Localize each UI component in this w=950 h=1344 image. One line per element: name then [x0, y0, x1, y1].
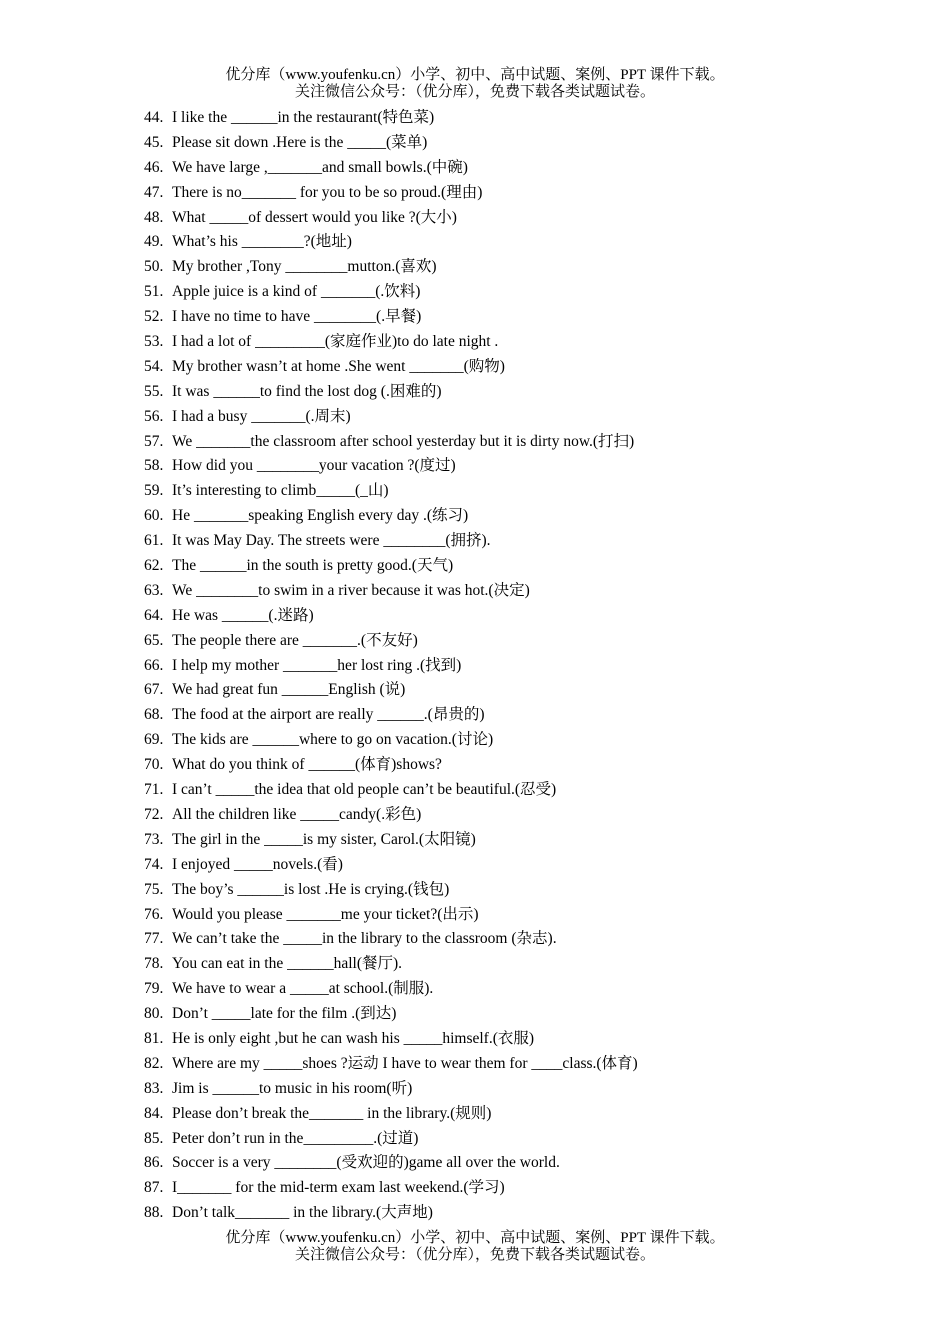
question-item: [144, 1127, 844, 1152]
page-footer: [0, 1230, 950, 1264]
header-line-2: 关注微信公众号：（优分库），免费下载各类试题试卷。: [294, 84, 655, 100]
question-text: How did you ________your vacation ?(度过): [172, 457, 456, 475]
question-item: [144, 1176, 844, 1201]
question-text: The people there are _______.(不友好): [172, 631, 418, 649]
question-item: [144, 454, 844, 479]
question-number: 72.: [144, 805, 164, 823]
question-text: My brother ,Tony ________mutton.(喜欢): [172, 258, 437, 276]
question-item: [144, 828, 844, 853]
question-item: [144, 230, 844, 255]
question-item: [144, 1077, 844, 1102]
question-number: 66.: [144, 656, 164, 674]
question-number: 80.: [144, 1005, 164, 1023]
page-header: [0, 67, 950, 101]
question-item: [144, 106, 844, 131]
question-text: The girl in the _____is my sister, Carol.(太阳镜): [172, 830, 476, 848]
question-number: 56.: [144, 407, 164, 425]
question-text: Don’t _____late for the film .(到达): [172, 1005, 397, 1023]
question-item: [144, 629, 844, 654]
question-text: What do you think of ______(体育)shows?: [172, 756, 442, 774]
question-text: He is only eight ,but he can wash his _____himself.(衣服): [172, 1029, 535, 1047]
question-item: [144, 952, 844, 977]
question-item: [144, 280, 844, 305]
question-item: [144, 380, 844, 405]
question-text: I can’t _____the idea that old people can’t be beautiful.(忍受): [172, 781, 557, 799]
question-text: Peter don’t run in the_________.(过道): [172, 1129, 419, 1147]
question-item: [144, 206, 844, 231]
question-number: 71.: [144, 781, 164, 799]
question-number: 65.: [144, 631, 164, 649]
footer-line-2: 关注微信公众号：（优分库），免费下载各类试题试卷。: [294, 1247, 655, 1263]
question-text: I have no time to have ________(.早餐): [172, 308, 422, 326]
question-number: 48.: [144, 208, 164, 226]
question-item: [144, 604, 844, 629]
question-text: He _______speaking English every day .(练习): [172, 507, 469, 525]
question-item: [144, 853, 844, 878]
question-number: 86.: [144, 1154, 164, 1172]
question-number: 61.: [144, 532, 164, 550]
question-item: [144, 255, 844, 280]
question-text: I enjoyed _____novels.(看): [172, 855, 343, 873]
question-item: [144, 878, 844, 903]
question-text: I like the ______in the restaurant(特色菜): [172, 109, 435, 126]
question-item: [144, 753, 844, 778]
question-item: [144, 330, 844, 355]
question-item: [144, 529, 844, 554]
question-text: My brother wasn’t at home .She went _______(购物): [172, 357, 505, 375]
question-number: 53.: [144, 333, 164, 351]
question-item: [144, 1027, 844, 1052]
question-number: 44.: [144, 109, 164, 126]
question-item: [144, 977, 844, 1002]
question-text: You can eat in the ______hall(餐厅).: [172, 955, 403, 973]
question-number: 73.: [144, 830, 164, 848]
question-text: The boy’s ______is lost .He is crying.(钱包): [172, 880, 450, 898]
question-number: 77.: [144, 930, 164, 948]
question-number: 83.: [144, 1079, 164, 1097]
question-text: I help my mother _______her lost ring .(找到): [172, 656, 462, 674]
question-text: It’s interesting to climb_____(_山): [172, 482, 389, 500]
question-number: 67.: [144, 681, 164, 699]
question-item: [144, 1002, 844, 1027]
question-number: 81.: [144, 1029, 164, 1047]
question-text: I had a lot of _________(家庭作业)to do late night .: [172, 333, 499, 351]
question-number: 49.: [144, 233, 164, 251]
question-item: [144, 405, 844, 430]
question-text: What _____of dessert would you like ?(大小): [172, 208, 457, 226]
question-number: 69.: [144, 731, 164, 749]
question-number: 51.: [144, 283, 164, 301]
question-item: [144, 479, 844, 504]
question-text: We _______the classroom after school yesterday but it is dirty now.(打扫): [172, 432, 635, 450]
question-item: [144, 678, 844, 703]
question-text: It was May Day. The streets were ________(拥挤).: [172, 532, 491, 550]
question-number: 78.: [144, 955, 164, 973]
question-item: [144, 1102, 844, 1127]
question-text: The food at the airport are really ______.(昂贵的): [172, 706, 485, 724]
question-item: [144, 131, 844, 156]
question-text: There is no_______ for you to be so proud.(理由): [172, 183, 483, 201]
question-text: I_______ for the mid-term exam last weekend.(学习): [172, 1179, 505, 1197]
question-text: All the children like _____candy(.彩色): [172, 805, 422, 823]
question-text: Soccer is a very ________(受欢迎的)game all over the world.: [172, 1154, 560, 1172]
question-item: [144, 504, 844, 529]
question-text: What’s his ________?(地址): [172, 233, 352, 251]
question-number: 70.: [144, 756, 164, 774]
question-text: Apple juice is a kind of _______(.饮料): [172, 283, 421, 301]
question-text: It was ______to find the lost dog (.困难的): [172, 382, 442, 400]
question-text: He was ______(.迷路): [172, 606, 314, 624]
question-number: 60.: [144, 507, 164, 525]
question-item: [144, 1052, 844, 1077]
question-number: 74.: [144, 855, 164, 873]
question-number: 47.: [144, 183, 164, 201]
question-item: [144, 903, 844, 928]
question-number: 52.: [144, 308, 164, 326]
question-number: 54.: [144, 357, 164, 375]
question-number: 55.: [144, 382, 164, 400]
question-number: 82.: [144, 1054, 164, 1072]
question-text: We ________to swim in a river because it was hot.(决定): [172, 581, 530, 599]
question-item: [144, 1151, 844, 1176]
question-number: 58.: [144, 457, 164, 475]
header-line-1: 优分库（www.youfenku.cn）小学、初中、高中试题、案例、PPT 课件下载。: [225, 67, 725, 83]
question-item: [144, 430, 844, 455]
question-item: [144, 305, 844, 330]
question-text: I had a busy _______(.周末): [172, 407, 351, 425]
question-number: 79.: [144, 980, 164, 998]
question-number: 64.: [144, 606, 164, 624]
question-number: 75.: [144, 880, 164, 898]
question-number: 85.: [144, 1129, 164, 1147]
question-item: [144, 778, 844, 803]
question-number: 45.: [144, 133, 164, 151]
question-text: The ______in the south is pretty good.(天气): [172, 557, 454, 575]
question-text: We have to wear a _____at school.(制服).: [172, 980, 434, 998]
question-item: [144, 355, 844, 380]
question-item: [144, 728, 844, 753]
footer-line-1: 优分库（www.youfenku.cn）小学、初中、高中试题、案例、PPT 课件下载。: [225, 1230, 725, 1246]
question-number: 76.: [144, 905, 164, 923]
question-list: [144, 106, 844, 1226]
question-number: 46.: [144, 158, 164, 176]
question-text: Please sit down .Here is the _____(菜单): [172, 133, 428, 151]
question-text: We have large ,_______and small bowls.(中碗): [172, 158, 468, 176]
question-number: 57.: [144, 432, 164, 450]
question-item: [144, 156, 844, 181]
question-item: [144, 703, 844, 728]
question-item: [144, 1201, 844, 1226]
question-item: [144, 803, 844, 828]
question-number: 62.: [144, 557, 164, 575]
question-number: 59.: [144, 482, 164, 500]
question-item: [144, 579, 844, 604]
question-number: 63.: [144, 581, 164, 599]
question-item: [144, 181, 844, 206]
question-text: We can’t take the _____in the library to the classroom (杂志).: [172, 930, 557, 948]
question-number: 87.: [144, 1179, 164, 1197]
question-text: We had great fun ______English (说): [172, 681, 406, 699]
question-text: The kids are ______where to go on vacation.(讨论): [172, 731, 494, 749]
question-number: 50.: [144, 258, 164, 276]
question-number: 68.: [144, 706, 164, 724]
question-text: Jim is ______to music in his room(听): [172, 1079, 413, 1097]
question-item: [144, 654, 844, 679]
question-text: Please don’t break the_______ in the library.(规则): [172, 1104, 492, 1122]
question-number: 84.: [144, 1104, 164, 1122]
question-text: Don’t talk_______ in the library.(大声地): [172, 1204, 433, 1222]
question-text: Would you please _______me your ticket?(出示): [172, 905, 479, 923]
question-item: [144, 927, 844, 952]
question-number: 88.: [144, 1204, 164, 1222]
question-item: [144, 554, 844, 579]
question-text: Where are my _____shoes ?运动 I have to wear them for ____class.(体育): [172, 1054, 638, 1072]
